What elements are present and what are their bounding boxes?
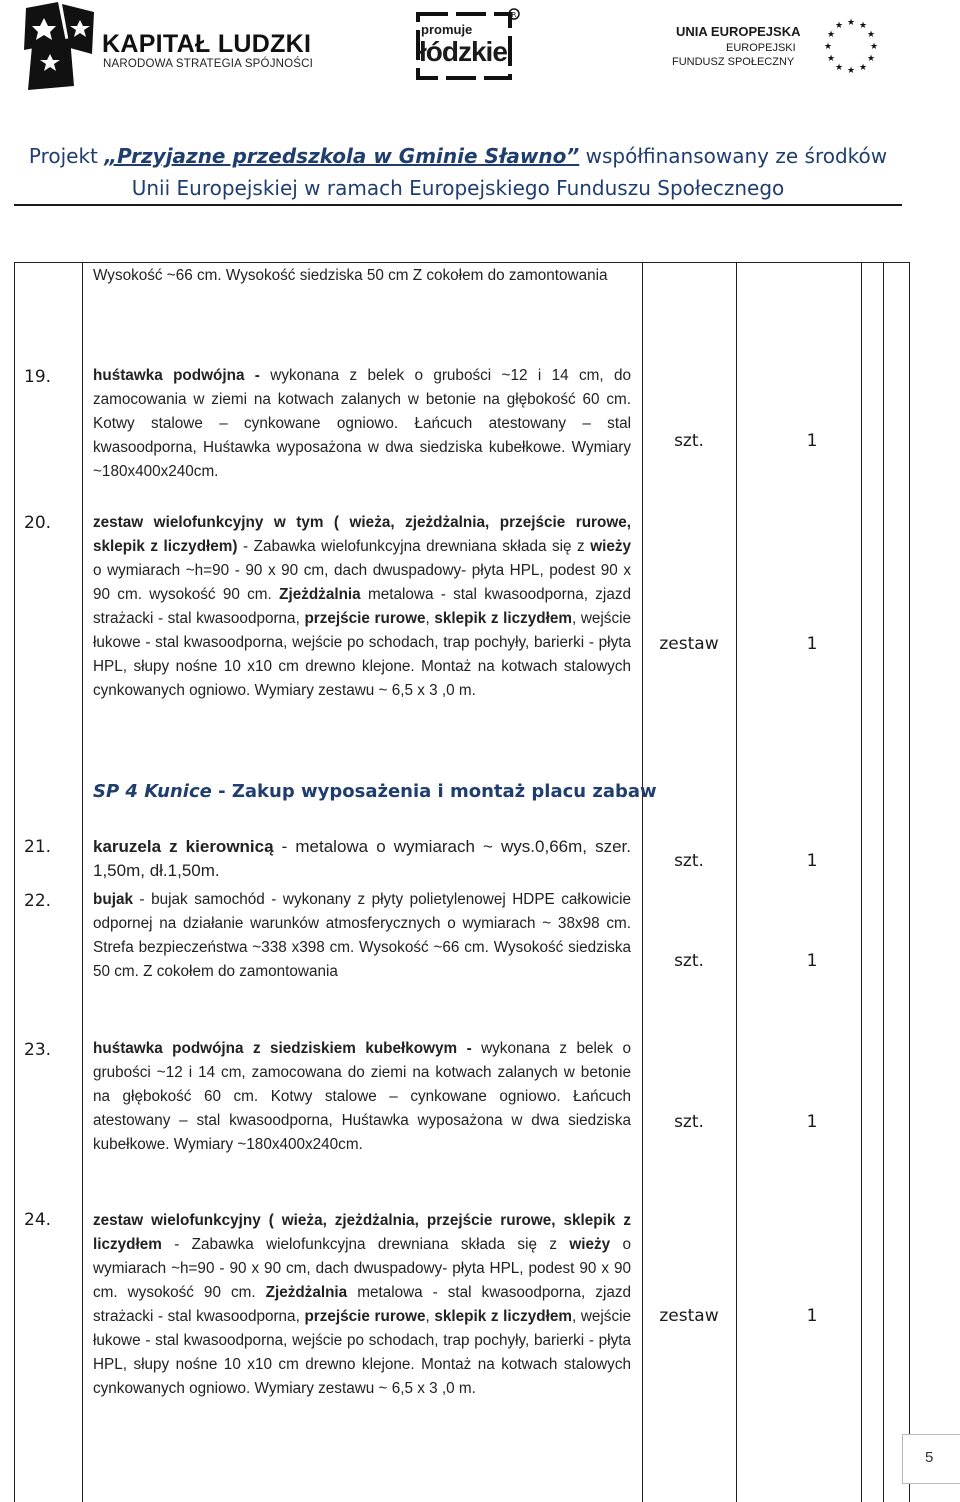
col-divider-extra [883,262,884,1502]
row-number: 20. [24,513,52,533]
row-quantity: 1 [806,851,818,871]
lodzkie-top-text: promuje [421,22,473,37]
table-right-border [909,262,910,1502]
row-quantity: 1 [806,1112,818,1132]
svg-text:★: ★ [835,21,844,31]
row-number: 23. [24,1040,52,1060]
table-left-border [14,262,15,1502]
kapital-ludzki-subtitle: NARODOWA STRATEGIA SPÓJNOŚCI [103,58,314,70]
row-18-continuation: Wysokość ~66 cm. Wysokość siedziska 50 cm Z cokołem do zamontowania [93,267,608,284]
col-divider-qty [861,262,862,1502]
project-name: „Przyjazne przedszkola w Gminie Sławno” [104,144,580,168]
page-number-box [902,1434,960,1484]
item-name: zestaw wielofunkcyjny ( wieża, zjeżdżalnia, przejście rurowe, sklepik z liczydłem [93,1212,631,1253]
header-divider [14,204,902,206]
row-quantity: 1 [806,951,818,971]
svg-text:★: ★ [835,63,844,73]
item-name: huśtawka podwójna - [93,367,260,384]
project-header-line2: Unii Europejskiej w ramach Europejskiego Funduszu Społecznego [131,176,785,200]
page-number: 5 [925,1449,934,1466]
svg-text:★: ★ [847,18,856,28]
row-description: karuzela z kierownicą - metalowa o wymiarach ~ wys.0,66m, szer. 1,50m, dł.1,50m. [93,837,631,880]
row-description: huśtawka podwójna - wykonana z belek o grubości ~12 i 14 cm, do zamocowania w ziemi na kotwach zalanych w betonie na głębokość 60 cm. Kotwy stalowe – cynkowane ogniowo. Łańcuch atestowany – stal kwasoodporna, Huśtawka wyposażona w dwa siedziska kubełkowe. Wymiary ~180x400x240cm. [93,367,631,480]
row-unit: szt. [674,1112,704,1132]
row-quantity: 1 [806,1306,818,1326]
ue-line1: UNIA EUROPEJSKA [676,24,801,39]
svg-text:★: ★ [870,42,879,52]
kapital-ludzki-logo [22,2,322,90]
svg-text:★: ★ [867,30,876,40]
section-heading [93,781,657,802]
ue-logo [672,12,942,82]
table-top-border [14,262,910,263]
row-number: 22. [24,891,52,911]
project-header [14,140,902,204]
row-description: huśtawka podwójna z siedziskiem kubełkowym - wykonana z belek o grubości ~12 i 14 cm, zamocowana do ziemi na kotwach zalanych w betonie na głębokość 60 cm. Kotwy stalowe – cynkowane ogniowo. Łańcuch atestowany – stal kwasoodporna, Huśtawka wyposażona w dwa siedziska kubełkowe. Wymiary ~180x400x240cm. [93,1040,631,1153]
eu-stars-flag-icon [816,16,886,78]
ue-line3: FUNDUSZ SPOŁECZNY [672,56,795,68]
section-title: - Zakup wyposażenia i montaż placu zabaw [211,781,657,802]
lodzkie-main-text: łódzkie [419,36,507,67]
row-unit: zestaw [659,634,719,654]
section-school: SP 4 Kunice [93,781,212,802]
item-name: zestaw wielofunkcyjny w tym ( wieża, zjeżdżalnia, przejście rurowe, sklepik z liczydłem) [93,514,631,555]
kapital-ludzki-emblem-icon [22,2,98,90]
item-name: bujak [93,891,133,908]
lodzkie-logo [414,8,524,86]
project-header-line1 [14,140,902,172]
row-number: 19. [24,367,52,387]
item-name: huśtawka podwójna z siedziskiem kubełkowym - [93,1040,472,1057]
project-suffix: współfinansowany ze środków [585,144,888,168]
row-number: 21. [24,837,52,857]
svg-text:★: ★ [867,54,876,64]
svg-text:R: R [511,11,517,19]
col-divider-unit [736,262,737,1502]
row-quantity: 1 [806,634,818,654]
row-number: 24. [24,1210,52,1230]
ue-line2: EUROPEJSKI [726,42,796,54]
row-unit: zestaw [659,1306,719,1326]
row-description: zestaw wielofunkcyjny ( wieża, zjeżdżalnia, przejście rurowe, sklepik z liczydłem - Zabawka wielofunkcyjna drewniana składa się z wieży o wymiarach ~h=90 - 90 x 90 cm, dach dwuspadowy- płyta HPL, podest 90 x 90 cm. wysokość 90 cm. Zjeżdżalnia metalowa - stal kwasoodporna, zjazd strażacki - stal kwasoodporna, przejście rurowe, sklepik z liczydłem, wejście łukowe - stal kwasoodporna, wejście po schodach, trap pochyły, barierki - płyta HPL, słupy nośne 10 x10 cm drewno klejone. Montaż na kotwach stalowych cynkowanych ogniowo. Wymiary zestawu ~ 6,5 x 3 ,0 m. [93,1212,632,1397]
row-unit: szt. [674,431,704,451]
svg-text:★: ★ [859,21,868,31]
kapital-ludzki-title: KAPITAŁ LUDZKI [102,30,312,58]
svg-text:★: ★ [859,63,868,73]
row-description: bujak - bujak samochód - wykonany z płyty polietylenowej HDPE całkowicie odpornej na działanie warunków atmosferycznych o wymiarach ~ 38x98 cm. Strefa bezpieczeństwa ~338 x398 cm. Wysokość ~66 cm. Wysokość siedziska 50 cm. Z cokołem do zamontowania [93,891,631,980]
col-divider-num [82,262,83,1502]
item-name: karuzela z kierownicą [93,837,274,856]
row-unit: szt. [674,951,704,971]
svg-text:★: ★ [824,42,833,52]
svg-text:★: ★ [827,30,836,40]
row-unit: szt. [674,851,704,871]
col-divider-desc [642,262,643,1502]
project-prefix: Projekt [28,144,98,168]
row-quantity: 1 [806,431,818,451]
svg-text:★: ★ [827,54,836,64]
svg-text:★: ★ [847,66,856,76]
row-description: zestaw wielofunkcyjny w tym ( wieża, zjeżdżalnia, przejście rurowe, sklepik z liczydłem) - Zabawka wielofunkcyjna drewniana składa się z wieży o wymiarach ~h=90 - 90 x 90 cm, dach dwuspadowy- płyta HPL, podest 90 x 90 cm. wysokość 90 cm. Zjeżdżalnia metalowa - stal kwasoodporna, zjazd strażacki - stal kwasoodporna, przejście rurowe, sklepik z liczydłem, wejście łukowe - stal kwasoodporna, wejście po schodach, trap pochyły, barierki - płyta HPL, słupy nośne 10 x10 cm drewno klejone. Montaż na kotwach stalowych cynkowanych ogniowo. Wymiary zestawu ~ 6,5 x 3 ,0 m. [93,514,632,699]
